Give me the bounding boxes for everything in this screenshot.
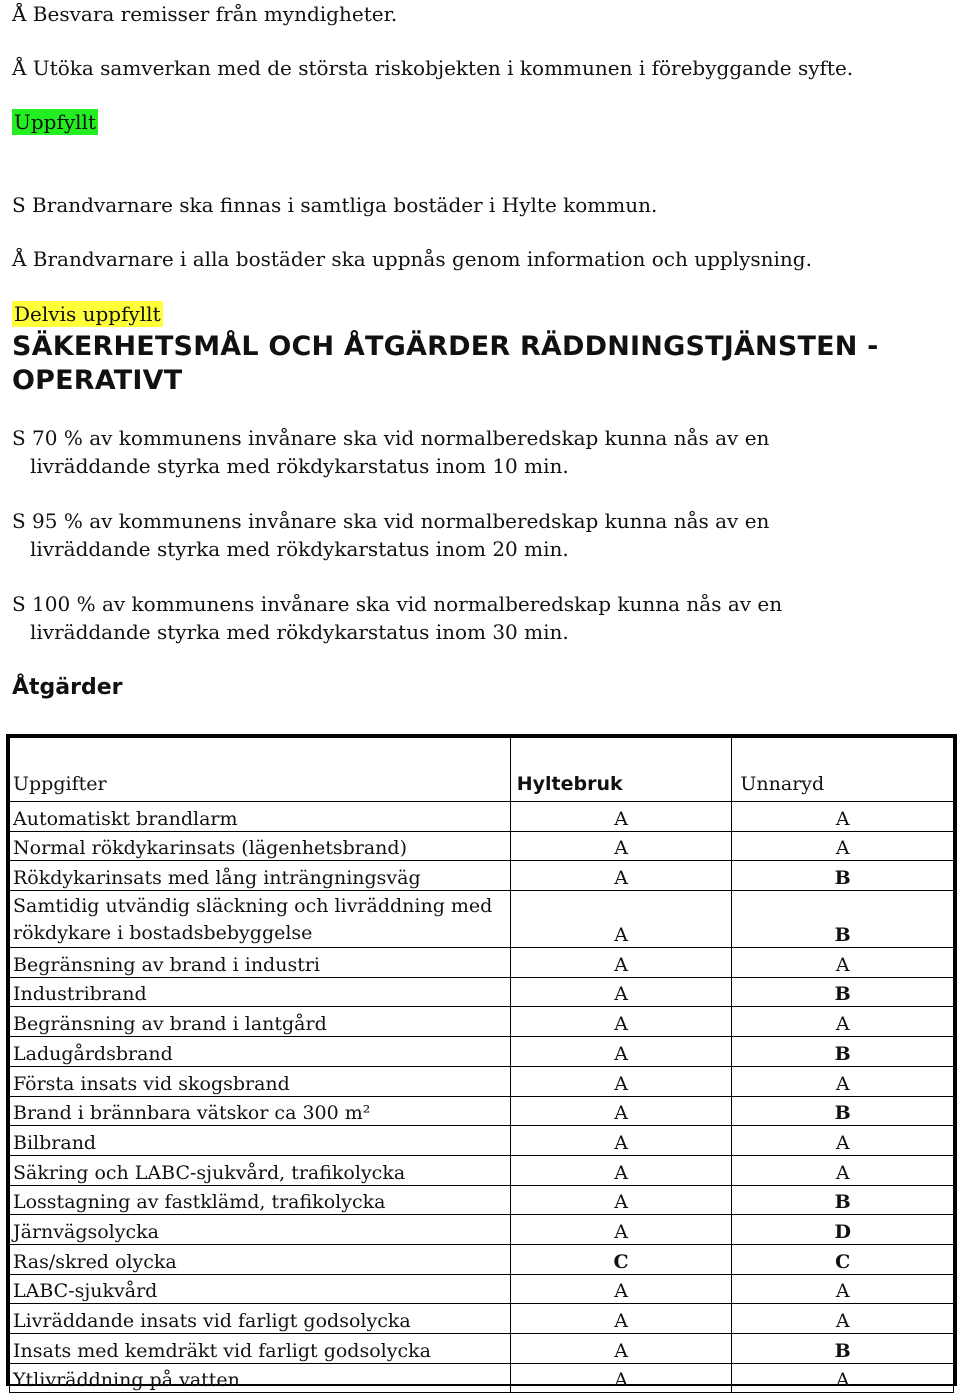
hyltebruk-grade: A — [510, 977, 732, 1007]
task-cell: Bilbrand — [10, 1126, 511, 1156]
actions-heading: Åtgärder — [12, 675, 123, 700]
task-cell: Rökdykarinsats med lång inträngningsväg — [10, 861, 511, 891]
task-cell: Insats med kemdräkt vid farligt godsolycka — [10, 1334, 511, 1364]
unnaryd-grade: B — [732, 861, 954, 891]
goal-item — [12, 507, 942, 563]
goal-item — [12, 590, 942, 646]
unnaryd-grade: A — [732, 1155, 954, 1185]
hyltebruk-grade: A — [510, 1274, 732, 1304]
table-row — [10, 1037, 954, 1067]
capability-table — [6, 734, 957, 1392]
header-hyltebruk: Hyltebruk — [510, 738, 732, 802]
unnaryd-grade: B — [732, 1037, 954, 1067]
table-row — [10, 802, 954, 832]
table-header-row — [10, 738, 954, 802]
hyltebruk-grade: A — [510, 831, 732, 861]
hyltebruk-grade: A — [510, 1155, 732, 1185]
hyltebruk-grade: A — [510, 861, 732, 891]
unnaryd-grade: B — [732, 1334, 954, 1364]
task-cell: LABC-sjukvård — [10, 1274, 511, 1304]
status-delvis-uppfyllt: Delvis uppfyllt — [14, 302, 161, 326]
table-row — [10, 1155, 954, 1185]
task-cell: Industribrand — [10, 977, 511, 1007]
table-row — [10, 1007, 954, 1037]
task-cell: Järnvägsolycka — [10, 1215, 511, 1245]
goal-line: S 70 % av kommunens invånare ska vid normalberedskap kunna nås av en — [12, 426, 770, 450]
table-row — [10, 1334, 954, 1364]
intro-line-2: Å Utöka samverkan med de största riskobjekten i kommunen i förebyggande syfte. — [12, 56, 854, 80]
unnaryd-grade: A — [732, 1363, 954, 1393]
hyltebruk-grade: A — [510, 1096, 732, 1126]
hyltebruk-grade: A — [510, 1185, 732, 1215]
goal-line-cont: livräddande styrka med rökdykarstatus inom 20 min. — [30, 537, 569, 561]
table-row — [10, 1274, 954, 1304]
hyltebruk-grade: A — [510, 1007, 732, 1037]
unnaryd-grade: B — [732, 891, 954, 948]
section-heading-line-2: OPERATIVT — [12, 365, 183, 396]
status-delvis-wrap — [12, 301, 163, 327]
table-row — [10, 977, 954, 1007]
hyltebruk-grade: A — [510, 1066, 732, 1096]
unnaryd-grade: A — [732, 802, 954, 832]
task-cell: Första insats vid skogsbrand — [10, 1066, 511, 1096]
table-row — [10, 948, 954, 978]
task-cell: Samtidig utvändig släckning och livräddning med rökdykare i bostadsbebyggelse — [10, 891, 511, 948]
unnaryd-grade: C — [732, 1244, 954, 1274]
section-heading-line-1: SÄKERHETSMÅL OCH ÅTGÄRDER RÄDDNINGSTJÄNSTEN - — [12, 331, 879, 362]
task-cell: Ytlivräddning på vatten — [10, 1363, 511, 1393]
table-row — [10, 1215, 954, 1245]
unnaryd-grade: A — [732, 1274, 954, 1304]
table-row — [10, 861, 954, 891]
table-row — [10, 1185, 954, 1215]
task-cell: Säkring och LABC-sjukvård, trafikolycka — [10, 1155, 511, 1185]
hyltebruk-grade: A — [510, 1304, 732, 1334]
table-row — [10, 831, 954, 861]
task-cell: Automatiskt brandlarm — [10, 802, 511, 832]
hyltebruk-grade: A — [510, 1334, 732, 1364]
hyltebruk-grade: A — [510, 1037, 732, 1067]
goal-smoke-alarms: S Brandvarnare ska finnas i samtliga bostäder i Hylte kommun. — [12, 193, 658, 217]
capability-table-grid — [9, 737, 954, 1393]
unnaryd-grade: A — [732, 1304, 954, 1334]
table-row — [10, 1096, 954, 1126]
intro-line-1: Å Besvara remisser från myndigheter. — [12, 2, 398, 26]
status-uppfyllt: Uppfyllt — [14, 110, 96, 134]
hyltebruk-grade: A — [510, 1215, 732, 1245]
table-row — [10, 1066, 954, 1096]
table-row — [10, 1363, 954, 1393]
goal-item — [12, 424, 942, 480]
unnaryd-grade: B — [732, 1096, 954, 1126]
table-row — [10, 1304, 954, 1334]
task-cell: Ras/skred olycka — [10, 1244, 511, 1274]
status-uppfyllt-wrap — [12, 109, 98, 135]
task-cell: Ladugårdsbrand — [10, 1037, 511, 1067]
unnaryd-grade: B — [732, 1185, 954, 1215]
unnaryd-grade: A — [732, 1126, 954, 1156]
action-smoke-alarms: Å Brandvarnare i alla bostäder ska uppnås genom information och upplysning. — [12, 247, 812, 271]
table-row — [10, 1244, 954, 1274]
hyltebruk-grade: C — [510, 1244, 732, 1274]
task-cell: Begränsning av brand i industri — [10, 948, 511, 978]
goal-line-cont: livräddande styrka med rökdykarstatus inom 30 min. — [30, 620, 569, 644]
unnaryd-grade: A — [732, 1066, 954, 1096]
table-row — [10, 1126, 954, 1156]
hyltebruk-grade: A — [510, 802, 732, 832]
task-cell: Livräddande insats vid farligt godsolycka — [10, 1304, 511, 1334]
table-row — [10, 891, 954, 948]
hyltebruk-grade: A — [510, 1363, 732, 1393]
hyltebruk-grade: A — [510, 1126, 732, 1156]
unnaryd-grade: B — [732, 977, 954, 1007]
header-task: Uppgifter — [10, 738, 511, 802]
unnaryd-grade: D — [732, 1215, 954, 1245]
goal-line-cont: livräddande styrka med rökdykarstatus inom 10 min. — [30, 454, 569, 478]
task-cell: Losstagning av fastklämd, trafikolycka — [10, 1185, 511, 1215]
goal-line: S 100 % av kommunens invånare ska vid normalberedskap kunna nås av en — [12, 592, 783, 616]
task-cell: Normal rökdykarinsats (lägenhetsbrand) — [10, 831, 511, 861]
unnaryd-grade: A — [732, 1007, 954, 1037]
header-unnaryd: Unnaryd — [732, 738, 954, 802]
hyltebruk-grade: A — [510, 891, 732, 948]
task-cell: Brand i brännbara vätskor ca 300 m² — [10, 1096, 511, 1126]
unnaryd-grade: A — [732, 831, 954, 861]
task-cell: Begränsning av brand i lantgård — [10, 1007, 511, 1037]
goal-line: S 95 % av kommunens invånare ska vid normalberedskap kunna nås av en — [12, 509, 770, 533]
unnaryd-grade: A — [732, 948, 954, 978]
hyltebruk-grade: A — [510, 948, 732, 978]
